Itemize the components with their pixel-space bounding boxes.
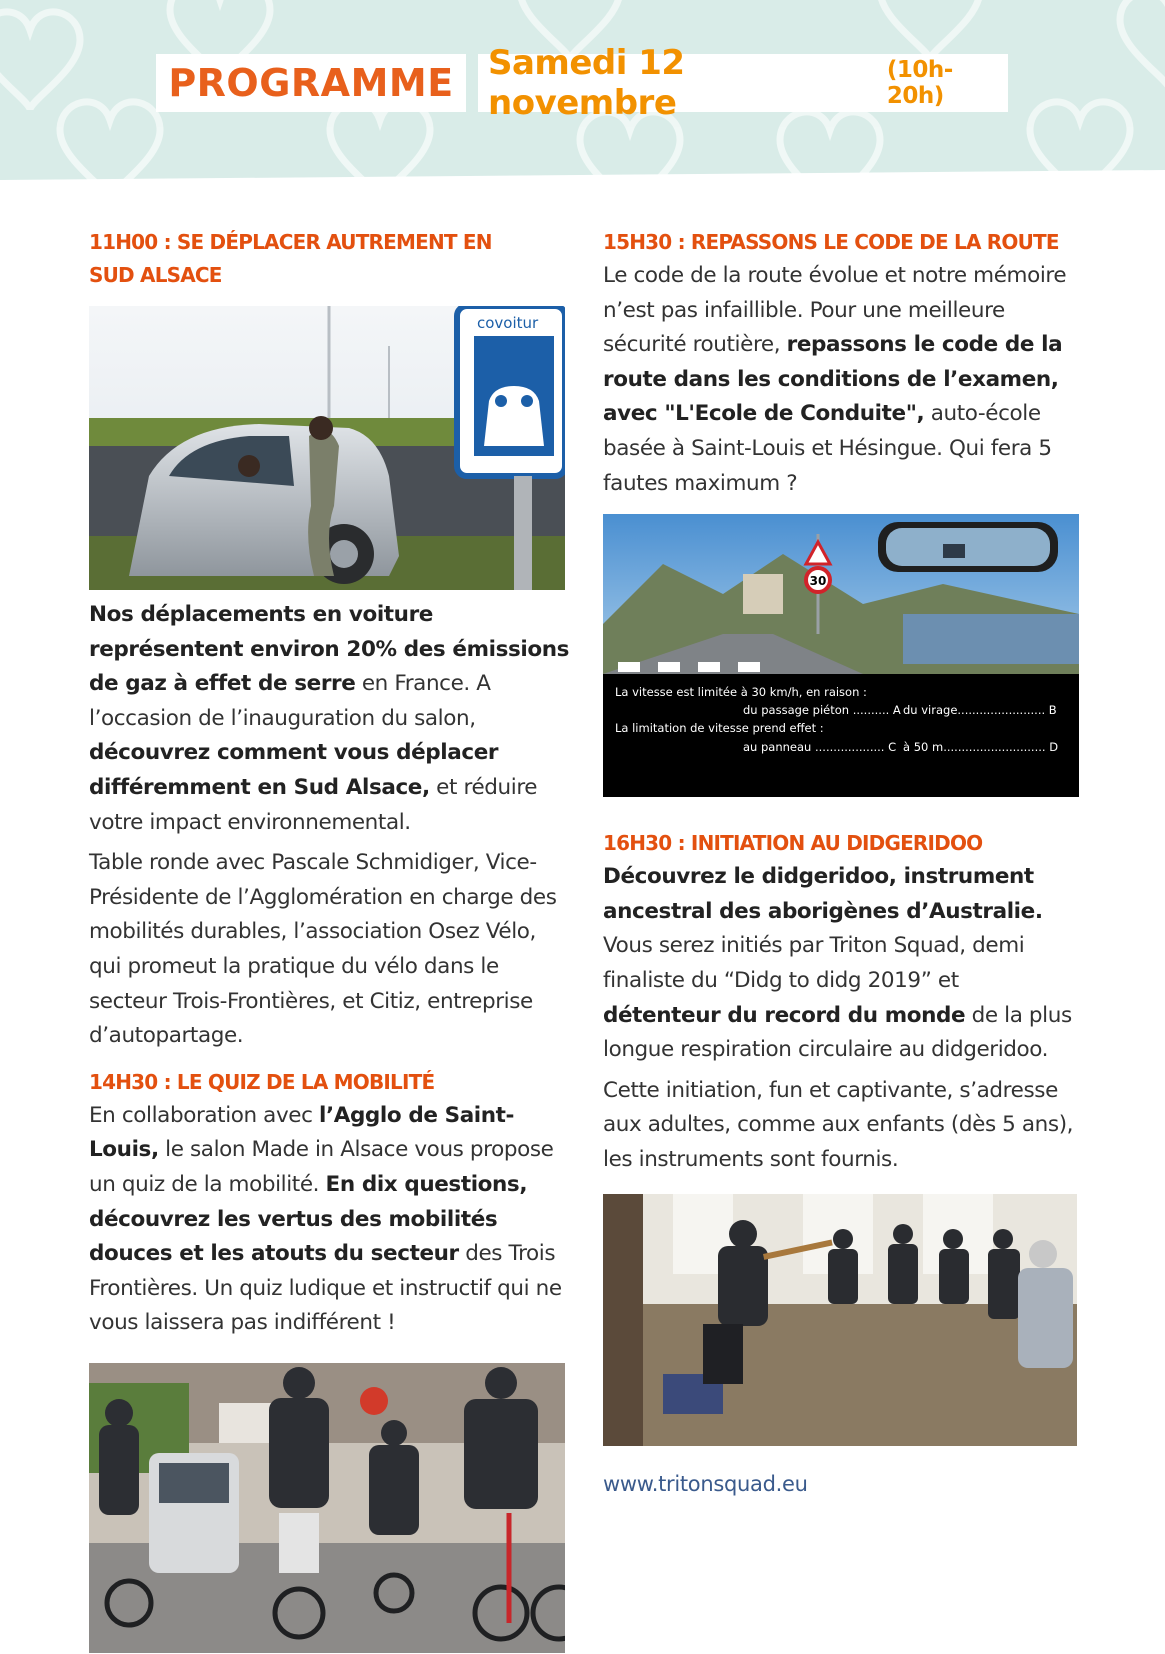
quiz-paragraph: En collaboration avec l’Agglo de Saint-Louis, le salon Made in Alsace vous propose un quiz de la mobilité. En dix questions, découvrez les vertus des mobilités douces et les atouts du secteur des Trois Frontières. Un quiz ludique et instructif qui ne vous laissera pas indifférent ! [89, 1102, 562, 1336]
didgeridoo-photo [603, 1194, 1077, 1446]
svg-text:30: 30 [809, 574, 827, 589]
section-title-didgeridoo: 16H30 : INITIATION AU DIDGERIDOO [603, 831, 983, 856]
date-title: Samedi 12 novembre [488, 43, 685, 123]
svg-text:du virage.....................: du virage........................ B [903, 703, 1057, 718]
tritonsquad-link[interactable]: www.tritonsquad.eu [603, 1471, 808, 1496]
header-band [0, 0, 1165, 190]
section-title-code: 15H30 : REPASSONS LE CODE DE LA ROUTE [603, 230, 1059, 254]
svg-text:La limitation de vitesse prend: La limitation de vitesse prend effet : [615, 721, 824, 736]
mobility-paragraph-1: Nos déplacements en voiture représentent environ 20% des émissions de gaz à effet de serre en France. A l’occasion de l’inauguration du salon, découvrez comment vous déplacer différemment en Sud Alsace, et réduire votre impact environnemental. [89, 602, 570, 835]
code-paragraph: Le code de la route évolue et notre mémoire n’est pas infaillible. Pour une meilleure sécurité routière, repassons le code de la route dans les conditions de l’examen, avec "L'Ecole de Conduite", auto-école basée à Saint-Louis et Hésingue. Qui fera 5 fautes maximum ? [603, 263, 1067, 496]
section-title-mobility: 11H00 : SE DÉPLACER AUTREMENT EN SUD ALSACE [89, 230, 492, 287]
svg-text:covoitur: covoitur [477, 314, 539, 332]
svg-text:du passage piéton .......... A: du passage piéton .......... A [743, 703, 901, 718]
cyclists-photo [89, 1363, 565, 1653]
svg-text:La vitesse est limitée à 30 km: La vitesse est limitée à 30 km/h, en raison : [615, 685, 867, 700]
left-column [89, 226, 569, 1653]
date-title-box [478, 43, 1008, 123]
didgeridoo-paragraph-1: Découvrez le didgeridoo, instrument ancestral des aborigènes d’Australie. Vous serez initiés par Triton Squad, demi finaliste du “Didg to didg 2019” et détenteur du record du monde de la plus longue respiration circulaire au didgeridoo. [603, 864, 1072, 1063]
svg-text:au panneau ...................: au panneau ................... C [743, 740, 897, 755]
programme-title-box [156, 54, 466, 112]
carpool-photo [89, 306, 565, 590]
mobility-paragraph-2: Table ronde avec Pascale Schmidiger, Vice-Présidente de l’Agglomération en charge des mobilités durables, l’association Osez Vélo, qui promeut la pratique du vélo dans le secteur Trois-Frontières, et Citiz, entreprise d’autopartage. [89, 850, 557, 1049]
programme-title: PROGRAMME [168, 61, 454, 105]
svg-text:à 50 m........................: à 50 m............................ D [903, 740, 1059, 755]
didgeridoo-paragraph-2: Cette initiation, fun et captivante, s’adresse aux adultes, comme aux enfants (dès 5 ans), les instruments sont fournis. [603, 1077, 1074, 1172]
opening-hours: (10h-20h) [886, 57, 953, 109]
section-title-quiz: 14H30 : LE QUIZ DE LA MOBILITÉ [89, 1069, 435, 1094]
right-column [603, 226, 1081, 1496]
code-quiz-image [603, 514, 1079, 797]
